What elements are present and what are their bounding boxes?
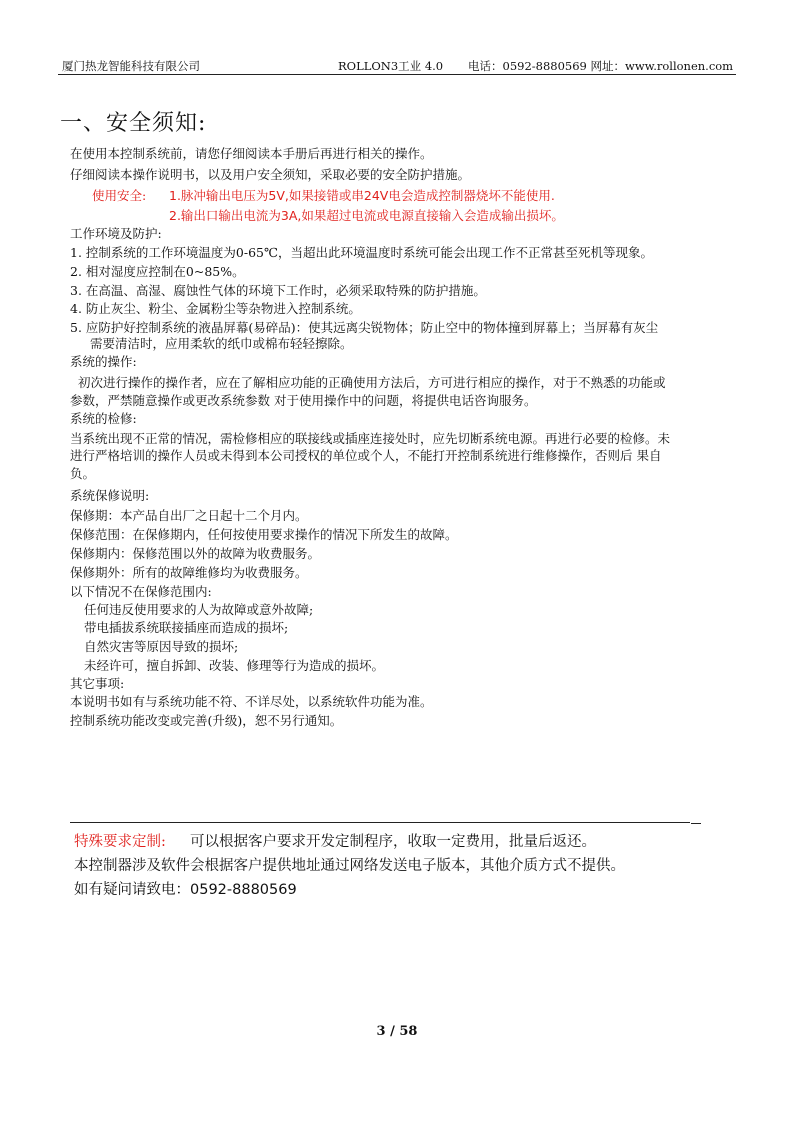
other-line-2: 控制系统功能改变或完善(升级)，恕不另行通知。: [70, 713, 343, 728]
intro-line-1: 在使用本控制系统前，请您仔细阅读本手册后再进行相关的操作。: [70, 146, 433, 161]
environment-item-3: 3. 在高温、高湿、腐蚀性气体的环境下工作时，必须采取特殊的防护措施。: [70, 283, 486, 298]
warranty-exclusion-3: 自然灾害等原因导致的损坏;: [84, 639, 239, 654]
custom-line-2: 本控制器涉及软件会根据客户提供地址通过网络发送电子版本，其他介质方式不提供。: [74, 858, 625, 874]
warranty-exclusions-heading: 以下情况不在保修范围内:: [70, 584, 212, 599]
operation-line-2: 参数，严禁随意操作或更改系统参数 对于使用操作中的问题，将提供电话咨询服务。: [70, 393, 537, 408]
section-divider: [70, 822, 690, 823]
custom-line-3: [74, 878, 297, 899]
operation-heading: 系统的操作:: [70, 354, 137, 369]
environment-item-4: 4. 防止灰尘、粉尘、金属粉尘等杂物进入控制系统。: [70, 301, 361, 316]
environment-heading: 工作环境及防护:: [70, 226, 162, 241]
header-contact: 电话：0592-8880569 网址：www.rollonen.com: [468, 59, 734, 73]
custom-contact-prefix: 如有疑问请致电：: [74, 882, 190, 898]
maintenance-heading: 系统的检修:: [70, 411, 137, 426]
maintenance-line-1: 当系统出现不正常的情况，需检修相应的联接线或插座连接处时，应先切断系统电源。再进行必要的检修。未: [70, 431, 671, 446]
page-number: 3 / 58: [376, 1024, 418, 1039]
header-product: ROLLON3工业 4.0: [338, 59, 444, 73]
safety-label: 使用安全:: [92, 188, 147, 203]
section-divider-tail: [691, 823, 701, 824]
environment-item-5-cont: 需要清洁时，应用柔软的纸巾或棉布轻轻擦除。: [90, 336, 353, 351]
other-line-1: 本说明书如有与系统功能不符、不详尽处，以系统软件功能为准。: [70, 694, 433, 709]
safety-item-1: 1.脉冲输出电压为5V,如果接错或串24V电会造成控制器烧坏不能使用.: [169, 188, 555, 203]
other-heading: 其它事项:: [70, 676, 125, 691]
warranty-scope: 保修范围：在保修期内，任何按使用要求操作的情况下所发生的故障。: [70, 527, 458, 542]
warranty-exclusion-2: 带电插拔系统联接插座而造成的损坏;: [84, 620, 289, 635]
header-divider: [58, 74, 736, 75]
warranty-exclusion-1: 任何违反使用要求的人为故障或意外故障;: [84, 602, 314, 617]
environment-item-1: 1. 控制系统的工作环境温度为0-65℃，当超出此环境温度时系统可能会出现工作不正常甚至死机等现象。: [70, 245, 653, 260]
warranty-in-period: 保修期内：保修范围以外的故障为收费服务。: [70, 546, 321, 561]
warranty-exclusion-4: 未经许可，擅自拆卸、改装、修理等行为造成的损坏。: [84, 658, 385, 673]
warranty-out-period: 保修期外：所有的故障维修均为收费服务。: [70, 565, 308, 580]
environment-item-5: 5. 应防护好控制系统的液晶屏幕(易碎品)：使其远离尖锐物体；防止空中的物体撞到屏幕上；当屏幕有灰尘: [70, 320, 659, 335]
environment-item-2: 2. 相对湿度应控制在0~85%。: [70, 264, 245, 279]
maintenance-line-2: 进行严格培训的操作人员或未得到本公司授权的单位或个人，不能打开控制系统进行维修操作，否则后 果自: [70, 448, 662, 463]
section-title: 一、安全须知:: [60, 111, 207, 136]
operation-line-1: 初次进行操作的操作者，应在了解相应功能的正确使用方法后，方可进行相应的操作，对于不熟悉的功能或: [78, 375, 666, 390]
warranty-heading: 系统保修说明:: [70, 488, 150, 503]
maintenance-line-3: 负。: [70, 466, 96, 481]
custom-label: 特殊要求定制:: [74, 834, 166, 850]
custom-phone: 0592-8880569: [190, 882, 297, 898]
warranty-period: 保修期：本产品自出厂之日起十二个月内。: [70, 508, 308, 523]
header-company: 厦门热龙智能科技有限公司: [62, 59, 200, 73]
safety-item-2: 2.输出口输出电流为3A,如果超过电流或电源直接输入会造成输出损坏。: [169, 208, 564, 223]
custom-text: 可以根据客户要求开发定制程序，收取一定费用，批量后返还。: [190, 834, 596, 850]
intro-line-2: 仔细阅读本操作说明书，以及用户安全须知，采取必要的安全防护措施。: [70, 167, 471, 182]
